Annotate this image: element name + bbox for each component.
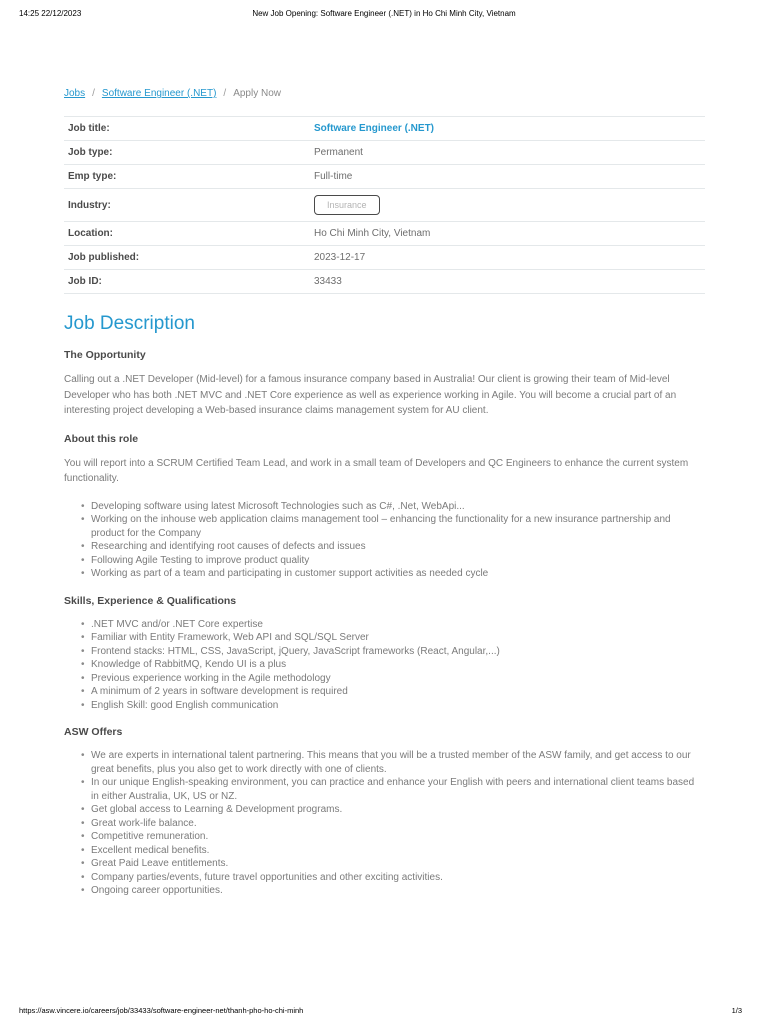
description-section xyxy=(64,726,705,898)
description-section xyxy=(64,349,705,419)
bullet-item: • Previous experience working in the Agile methodology xyxy=(91,672,705,686)
bullet-item: • A minimum of 2 years in software development is required xyxy=(91,685,705,699)
bullet-list xyxy=(64,500,705,581)
table-row xyxy=(64,188,705,221)
breadcrumb-separator: / xyxy=(92,88,95,99)
bullet-item: • Competitive remuneration. xyxy=(91,830,705,844)
bullet-item: • Working on the inhouse web application claims management tool – enhancing the functionality for a new insurance partnership and product for the Company xyxy=(91,513,705,540)
bullet-list xyxy=(64,749,705,898)
table-row-value xyxy=(314,195,380,215)
bullet-item: • Following Agile Testing to improve product quality xyxy=(91,554,705,568)
breadcrumb-link-jobs[interactable]: Jobs xyxy=(64,88,86,99)
description-section xyxy=(64,595,705,713)
bullet-item: • Great Paid Leave entitlements. xyxy=(91,857,705,871)
bullet-item: • Great work-life balance. xyxy=(91,817,705,831)
breadcrumb-link-job[interactable]: Software Engineer (.NET) xyxy=(101,88,217,99)
section-heading: The Opportunity xyxy=(64,349,146,361)
bullet-item: • Developing software using latest Microsoft Technologies such as C#, .Net, WebApi... xyxy=(91,500,705,514)
bullet-item: • Company parties/events, future travel opportunities and other exciting activities. xyxy=(91,871,705,885)
table-row-value: Ho Chi Minh City, Vietnam xyxy=(314,228,431,239)
table-row-label: Job title: xyxy=(68,123,110,134)
paragraph: You will report into a SCRUM Certified Team Lead, and work in a small team of Developers and QC Engineers to enhance the current system functionality. xyxy=(64,457,689,484)
bullet-item: • .NET MVC and/or .NET Core expertise xyxy=(91,618,705,632)
bullet-item: • In our unique English-speaking environment, you can practice and enhance your English with peers and international client teams based in either Australia, UK, US or NZ. xyxy=(91,776,705,803)
bullet-item: • Get global access to Learning & Development programs. xyxy=(91,803,705,817)
table-row xyxy=(64,269,705,293)
table-row xyxy=(64,221,705,245)
print-footer-page-number: 1/3 xyxy=(731,1006,742,1015)
table-row-value: 2023-12-17 xyxy=(314,252,366,263)
job-info-table xyxy=(64,116,705,294)
bullet-item: • Frontend stacks: HTML, CSS, JavaScript, jQuery, JavaScript frameworks (React, Angular,...) xyxy=(91,645,705,659)
bullet-list xyxy=(64,618,705,713)
table-row xyxy=(64,245,705,269)
table-row-label: Job ID: xyxy=(68,276,102,287)
table-row-value: Permanent xyxy=(314,147,363,158)
print-timestamp: 14:25 22/12/2023 xyxy=(19,9,82,18)
bullet-item: • Excellent medical benefits. xyxy=(91,844,705,858)
job-description-heading: Job Description xyxy=(64,313,195,334)
bullet-item: • Researching and identifying root causes of defects and issues xyxy=(91,540,705,554)
job-description-sections xyxy=(64,349,705,898)
page-content xyxy=(64,88,705,911)
section-heading: About this role xyxy=(64,432,139,445)
section-heading: Skills, Experience & Qualifications xyxy=(64,594,237,607)
print-page-title: New Job Opening: Software Engineer (.NET) in Ho Chi Minh City, Vietnam xyxy=(252,9,516,18)
breadcrumb-current: Apply Now xyxy=(233,88,281,99)
bullet-item: • Ongoing career opportunities. xyxy=(91,884,705,898)
table-row-label: Emp type: xyxy=(68,171,117,182)
table-row-label: Location: xyxy=(68,228,113,239)
table-row-label: Industry: xyxy=(68,199,111,211)
print-footer xyxy=(19,1006,742,1015)
job-title-link[interactable]: Software Engineer (.NET) xyxy=(314,123,435,134)
bullet-item: • Familiar with Entity Framework, Web API and SQL/SQL Server xyxy=(91,631,705,645)
print-footer-url: https://asw.vincere.io/careers/job/33433/software-engineer-net/thanh-pho-ho-chi-minh xyxy=(19,1006,304,1015)
table-row-value: 33433 xyxy=(314,276,342,287)
table-row xyxy=(64,164,705,188)
table-row-label: Job type: xyxy=(68,147,113,158)
industry-tag[interactable]: Insurance xyxy=(314,195,380,215)
breadcrumb xyxy=(64,88,705,99)
bullet-item: • Knowledge of RabbitMQ, Kendo UI is a plus xyxy=(91,658,705,672)
description-section xyxy=(64,433,705,581)
table-row xyxy=(64,116,705,140)
section-heading: ASW Offers xyxy=(64,726,123,738)
table-row-value: Full-time xyxy=(314,171,353,182)
paragraph: Calling out a .NET Developer (Mid-level) for a famous insurance company based in Australia! Our client is growing their team of Mid-level Developer who has both .NET MVC and .NET Core experience as well as experience working in Agile. You will become a crucial part of an interesting project developing a Web-based insurance claims management system for AU client. xyxy=(64,374,677,416)
bullet-item: • English Skill: good English communication xyxy=(91,699,705,713)
print-header xyxy=(0,9,768,18)
bullet-item: • We are experts in international talent partnering. This means that you will be a trusted member of the ASW family, and get access to our great benefits, plus you also get to work directly with one of clients. xyxy=(91,749,705,776)
bullet-item: • Working as part of a team and participating in customer support activities as needed cycle xyxy=(91,567,705,581)
breadcrumb-separator: / xyxy=(223,88,227,99)
table-row-label: Job published: xyxy=(68,252,140,263)
table-row xyxy=(64,140,705,164)
